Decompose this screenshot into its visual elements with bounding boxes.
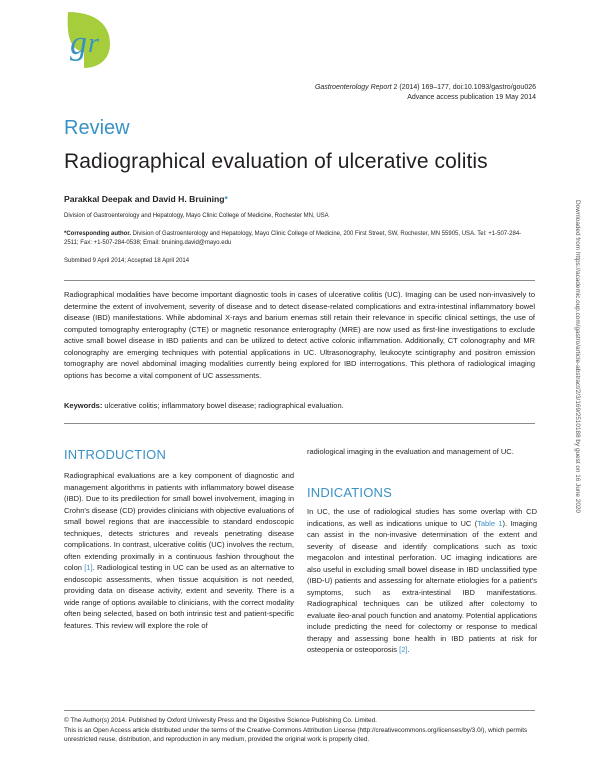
advance-access: Advance access publication 19 May 2014 bbox=[407, 94, 536, 101]
citation-details: 2 (2014) 169–177, doi:10.1093/gastro/gou026 bbox=[393, 84, 536, 91]
keywords-text: ulcerative colitis; inflammatory bowel disease; radiographical evaluation. bbox=[102, 401, 344, 410]
introduction-text bbox=[64, 470, 294, 631]
divider-abstract bbox=[64, 423, 535, 424]
intro-text-part2: . Radiological testing in UC can be used as an alternative to endoscopic assessments, when tissue acquisition is not needed, providing data on disease activity, extent and severity. There is a wide range of options available to clinicians, with the correct modality often being selected, based on both intrinsic test and patient-specific features. This review will explore the role of bbox=[64, 563, 294, 630]
intro-text-part1: Radiographical evaluations are a key component of diagnostic and management algorithms in patients with inflammatory bowel disease (IBD). Due to its predilection for small bowel involvement, imaging in Crohn's disease (CD) provides clinicians with objective evaluations of small bowel regions that are inaccessible to standard endoscopic techniques, detects strictures and reveals penetrating disease complications. In contrast, ulcerative colitis (UC) involves the rectum, often extending proximally in a continuous fashion throughout the colon bbox=[64, 471, 294, 572]
affiliation: Division of Gastroenterology and Hepatology, Mayo Clinic College of Medicine, Rochester MN, USA bbox=[64, 213, 329, 219]
divider-footer bbox=[64, 710, 535, 711]
license-line: This is an Open Access article distributed under the terms of the Creative Commons Attribution License (http://creativecommons.org/licenses/by/3.0/), which permits unrestricted reuse, distribution, and reproduction in any medium, provided the original work is properly cited. bbox=[64, 726, 528, 743]
introduction-continuation: radiological imaging in the evaluation and management of UC. bbox=[307, 447, 514, 456]
indications-text-part1: In UC, the use of radiological studies has some overlap with CD indications, as well as indications unique to UC ( bbox=[307, 507, 537, 528]
corresponding-star[interactable]: * bbox=[224, 194, 228, 204]
heading-introduction: INTRODUCTION bbox=[64, 447, 167, 462]
journal-name: Gastroenterology Report bbox=[314, 84, 392, 91]
abstract: Radiographical modalities have become important diagnostic tools in cases of ulcerative colitis (UC). Imaging can be used non-invasively to determine the extent of involvement, severity of disease and to detect disease-related complications and extra-intestinal inflammatory bowel disease (IBD) manifestations. While abdominal X-rays and barium enemas still retain their relevance in specific clinical settings, the use of computed tomography enterography (CTE) or magnetic resonance enterography (MRE) are now used as first-line investigations to exclude active small bowel disease in IBD patients and can be utilized to detect active colonic inflammation. Additionally, CT colonography and MR colonography are emerging techniques with potential applications in UC. Ultrasonography, leukocyte scintigraphy and positron emission tomography are novel abdominal imaging modalities currently being explored for IBD interrogations. This plethora of radiological imaging options has become a vital component of UC assessments. bbox=[64, 290, 535, 380]
correspondence bbox=[64, 230, 534, 248]
indications-text-part3: . bbox=[407, 645, 410, 654]
heading-indications: INDICATIONS bbox=[307, 485, 393, 500]
copyright-line: © The Author(s) 2014. Published by Oxford University Press and the Digestive Science Publishing Co. Limited. bbox=[64, 717, 377, 724]
journal-citation bbox=[315, 83, 536, 103]
svg-text:g: g bbox=[70, 25, 87, 62]
corresponding-label: *Corresponding author. bbox=[64, 231, 132, 237]
svg-text:r: r bbox=[88, 28, 99, 59]
author-names: Parakkal Deepak and David H. Bruining bbox=[64, 194, 225, 204]
keywords-label: Keywords: bbox=[64, 401, 103, 410]
keywords bbox=[64, 401, 535, 410]
authors bbox=[64, 194, 228, 204]
section-type: Review bbox=[64, 117, 130, 139]
download-watermark bbox=[571, 200, 583, 670]
corresponding-text: Division of Gastroenterology and Hepatology, Mayo Clinic College of Medicine, 200 First Street, SW, Rochester, MN 55905, USA. Tel: +1-507-284-2511; Fax: +1-507-284-0538; Email: bruining.david@mayo.edu bbox=[64, 231, 522, 246]
divider-top bbox=[64, 280, 535, 281]
download-watermark-text: Downloaded from https://academic.oup.com/gastro/article-abstract/2/3/169/2510188 by guest on 16 June 2020 bbox=[574, 200, 581, 513]
article-title: Radiographical evaluation of ulcerative colitis bbox=[64, 150, 488, 173]
indications-text bbox=[307, 506, 537, 656]
indications-text-part2: ). Imaging can assist in the non-invasive determination of the extent and severity of disease and identify complications such as toxic megacolon and intestinal perforation. UC imaging indications are also useful in excluding small bowel disease in IBD unclassified type (IBD-U) patients and assessing for alternate etiologies for a patient's symptoms, such as extra-intestinal IBD manifestations. Radiographical techniques can be utilized after colectomy to evaluate ileo-anal pouch function and anatomy. Potential applications include predicting the need for colectomy or response to medical therapy and assessing bone health in IBD patients at risk for osteopenia or osteoporosis bbox=[307, 518, 537, 654]
license-footer bbox=[64, 716, 535, 745]
submission-dates: Submitted 9 April 2014; Accepted 18 April 2014 bbox=[64, 258, 190, 264]
table-1-link[interactable]: Table 1 bbox=[477, 518, 503, 528]
reference-2-link[interactable]: [2] bbox=[399, 645, 408, 654]
reference-1-link[interactable]: [1] bbox=[84, 563, 93, 572]
journal-logo bbox=[62, 10, 112, 70]
